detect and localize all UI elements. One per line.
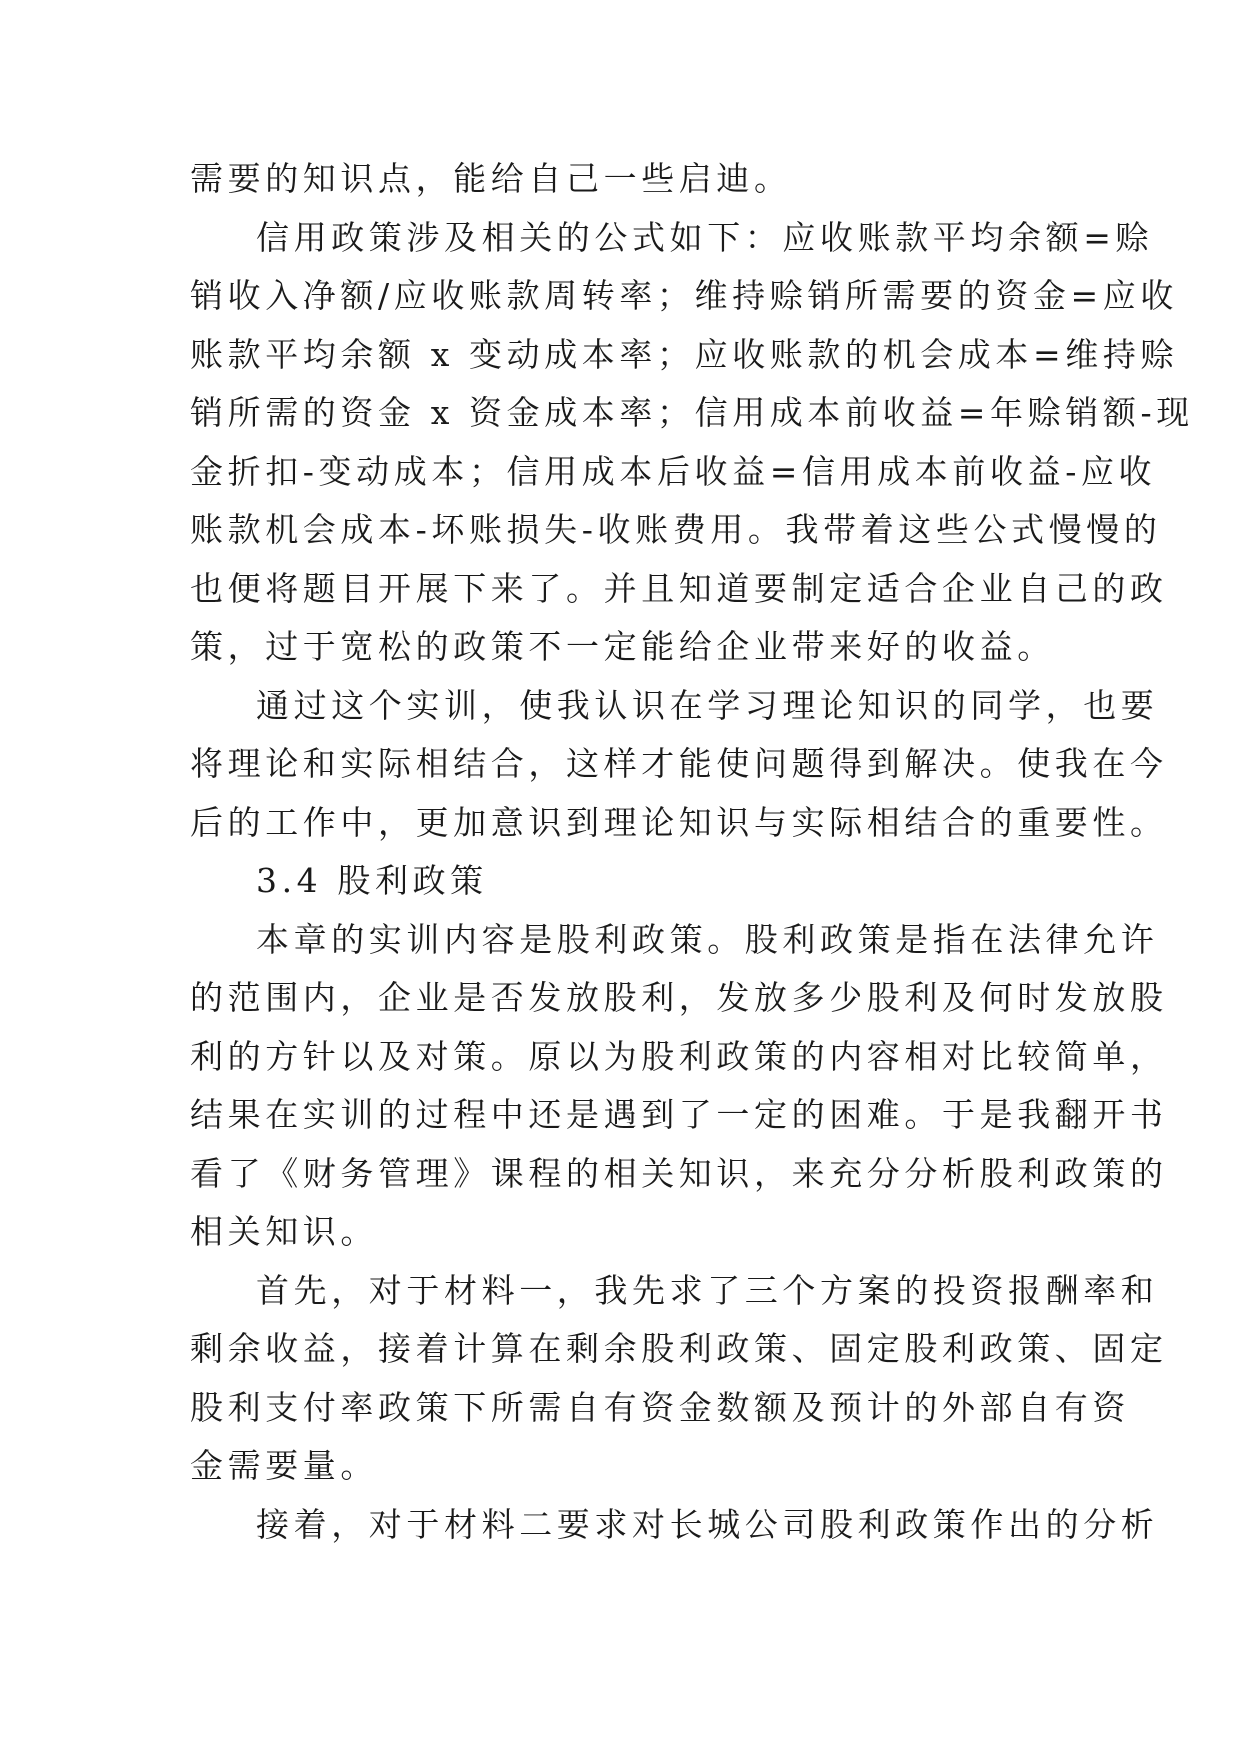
text-line: 3.4 股利政策 [256,861,488,900]
text-line: 接着，对于材料二要求对长城公司股利政策作出的分析 [256,1504,1159,1544]
text-line: 剩余收益，接着计算在剩余股利政策、固定股利政策、固定 [190,1329,1168,1368]
text-line: 销所需的资金 x 资金成本率；信用成本前收益=年赊销额-现 [190,393,1194,432]
text-line: 利的方针以及对策。原以为股利政策的内容相对比较简单， [190,1036,1168,1076]
text-line: 需要的知识点，能给自己一些启迪。 [190,159,792,198]
text-line: 账款平均余额 x 变动成本率；应收账款的机会成本=维持赊 [190,334,1179,374]
text-line: 看了《财务管理》课程的相关知识，来充分分析股利政策的 [190,1153,1168,1193]
text-line: 的范围内，企业是否发放股利，发放多少股利及何时发放股 [190,978,1168,1017]
text-line: 通过这个实训，使我认识在学习理论知识的同学，也要 [256,685,1159,725]
text-line: 也便将题目开展下来了。并且知道要制定适合企业自己的政 [190,568,1168,608]
text-line: 后的工作中，更加意识到理论知识与实际相结合的重要性。 [190,802,1168,842]
text-line: 金需要量。 [190,1446,378,1485]
text-line: 股利支付率政策下所需自有资金数额及预计的外部自有资 [190,1387,1130,1427]
text-line: 策，过于宽松的政策不一定能给企业带来好的收益。 [190,627,1055,666]
text-line: 金折扣-变动成本；信用成本后收益=信用成本前收益-应收 [190,451,1157,491]
text-line: 本章的实训内容是股利政策。股利政策是指在法律允许 [256,919,1159,959]
text-line: 将理论和实际相结合，这样才能使问题得到解决。使我在今 [190,744,1168,783]
text-line: 相关知识。 [190,1212,378,1251]
text-line: 首先，对于材料一，我先求了三个方案的投资报酬率和 [256,1270,1159,1310]
body-text [190,150,1194,1554]
text-line: 结果在实训的过程中还是遇到了一定的困难。于是我翻开书 [190,1095,1168,1134]
text-line: 销收入净额/应收账款周转率；维持赊销所需要的资金=应收 [190,276,1178,315]
text-line: 信用政策涉及相关的公式如下：应收账款平均余额=赊 [256,217,1154,257]
text-line: 账款机会成本-坏账损失-收账费用。我带着这些公式慢慢的 [190,510,1162,549]
